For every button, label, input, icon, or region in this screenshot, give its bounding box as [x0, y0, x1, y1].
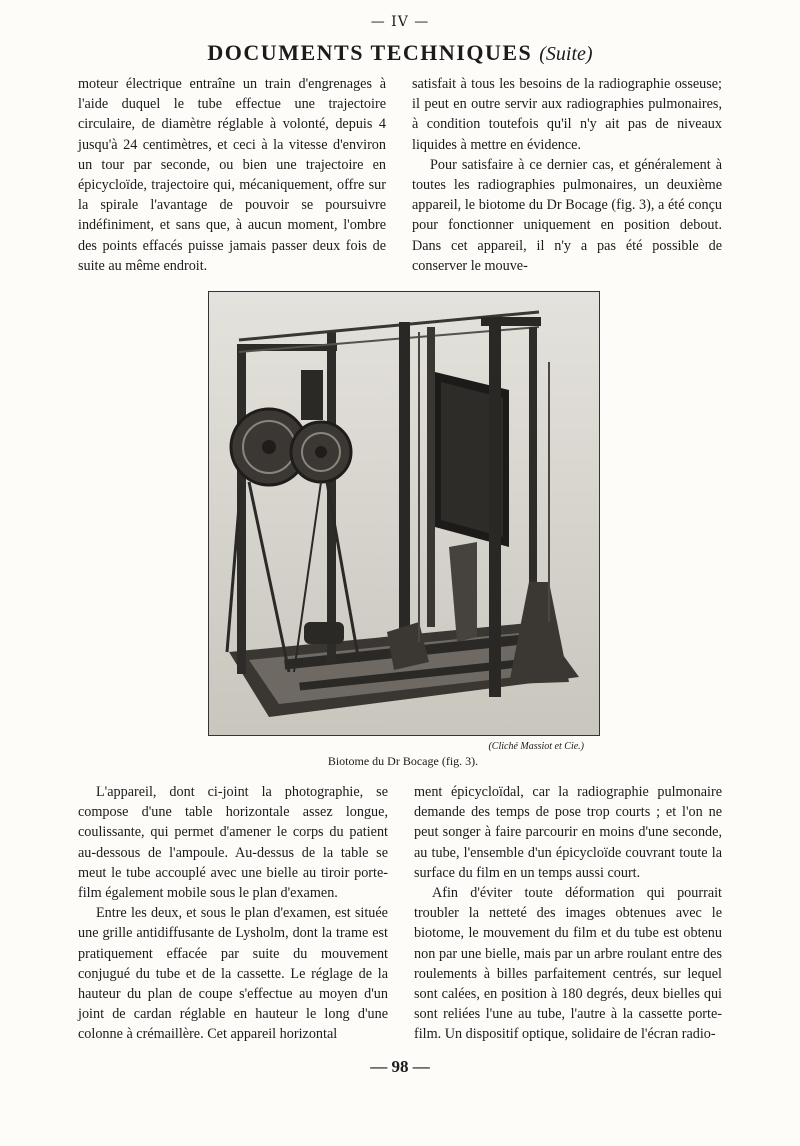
- paragraph: Afin d'éviter toute déformation qui pourrait troubler la netteté des images obtenues avec le biotome, le mouvement du film et du tube est obtenu non par une bielle, mais par un arbre roulant entre des roulements à billes parfaitement centrés, sur lequel sont calées, en position à 180 degrés, deux bielles qui sont reliées l'une au tube, l'autre à la cassette porte-film. Un dispositif optique, solidaire de l'écran radio-: [414, 885, 722, 1043]
- paragraph: L'appareil, dont ci-joint la photographie, se compose d'une table horizontale assez longue, coulissante, qui permet d'amener le corps du patient au-dessous de l'ampoule. Au-dessus de la table se meut le tube accouplé avec une bielle au tiroir porte-film également mobile sous le plan d'examen.: [78, 784, 388, 902]
- biotome-photograph: [208, 291, 600, 736]
- biotome-apparatus-illustration: [209, 292, 599, 735]
- bottom-left-column: [78, 782, 388, 1045]
- paragraph: moteur électrique entraîne un train d'engrenages à l'aide duquel le tube effectue une trajectoire circulaire, de diamètre réglable à volonté, depuis 4 jusqu'à 24 centimètres, et ceci à la vitesse d'environ un tour par seconde, ou bien une trajectoire en épicycloïde, trajectoire qui, mécaniquement, offre sur la spirale l'avantage de pouvoir se poursuivre indéfiniment, et sans que, à aucun moment, l'ombre des points effacés puisse jamais passer deux fois de suite au même endroit.: [78, 76, 386, 274]
- paragraph: Pour satisfaire à ce dernier cas, et généralement à toutes les radiographies pulmonaires, un deuxième appareil, le biotome du Dr Bocage (fig. 3), a été conçu pour fonctionner uniquement en position debout. Dans cet appareil, il n'y a pas été possible de conserver le mouve-: [412, 156, 722, 274]
- paragraph: ment épicycloïdal, car la radiographie pulmonaire demande des temps de pose trop courts ; et l'on ne peut songer à faire parcourir en moins d'une seconde, au tube, l'ensemble d'un épicycloïde couvrant toute la surface du film en un temps aussi court.: [414, 784, 722, 881]
- section-title-suffix: (Suite): [539, 43, 593, 65]
- section-title-text: DOCUMENTS TECHNIQUES: [207, 40, 533, 65]
- section-title: [0, 40, 800, 66]
- bottom-right-column: [414, 782, 722, 1045]
- top-left-column: [78, 74, 386, 276]
- page-marker: — IV —: [370, 14, 430, 30]
- paragraph: satisfait à tous les besoins de la radiographie osseuse; il peut en outre servir aux radiographies pulmonaires, à condition toutefois qu'il n'y ait pas de niveaux liquides à mettre en évidence.: [412, 76, 722, 153]
- figure-caption: Biotome du Dr Bocage (fig. 3).: [327, 754, 479, 768]
- photo-credit: (Cliché Massiot et Cie.): [488, 741, 584, 752]
- page-number: — 98 —: [370, 1057, 430, 1076]
- top-right-column: [412, 74, 722, 276]
- paragraph: Entre les deux, et sous le plan d'examen, est située une grille antidiffusante de Lysholm, dont la trame est pratiquement effacée par suite du mouvement conjugué du tube et de la cassette. Le réglage de la hauteur du plan de coupe s'effectue au moyen d'un joint de cardan réglable en hauteur le long d'une colonne à crémaillère. Cet appareil horizontal: [78, 905, 388, 1043]
